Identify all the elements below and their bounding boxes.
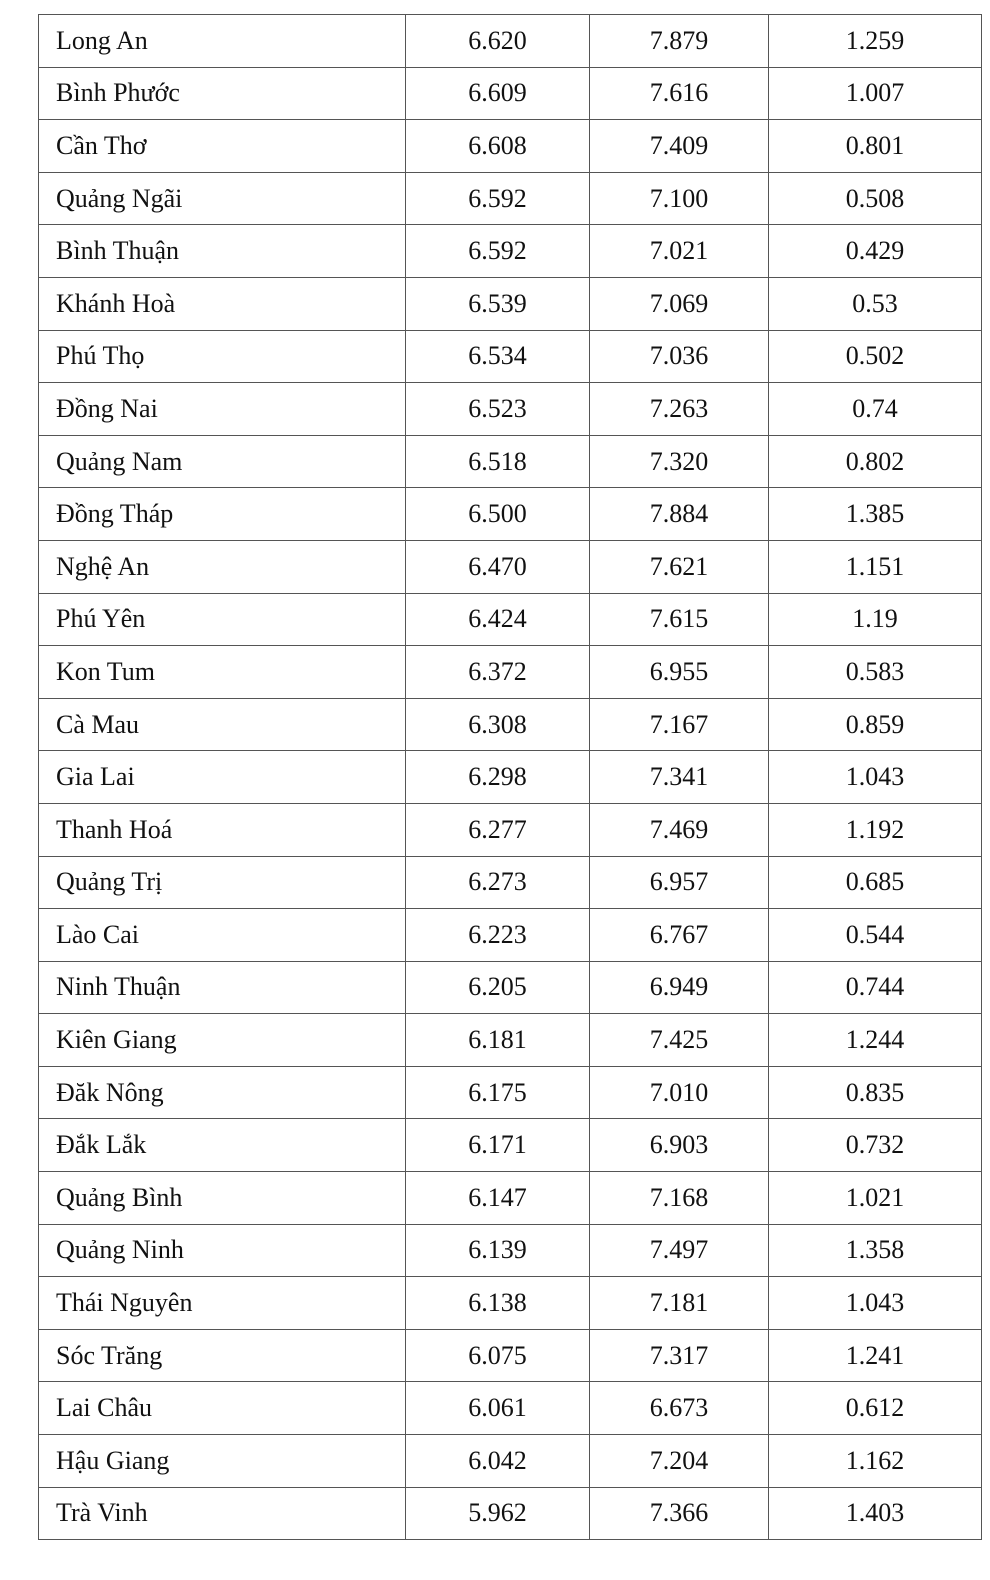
score-2021-cell: 7.204: [590, 1435, 769, 1488]
table-row: [39, 803, 982, 856]
province-name-cell: Hậu Giang: [39, 1435, 406, 1488]
score-2019-cell: 6.620: [406, 15, 590, 68]
score-2019-cell: 6.181: [406, 1014, 590, 1067]
table-row: [39, 593, 982, 646]
province-name-cell: Cần Thơ: [39, 120, 406, 173]
province-name-cell: Đồng Nai: [39, 383, 406, 436]
score-2019-cell: 6.042: [406, 1435, 590, 1488]
table-row: [39, 1172, 982, 1225]
score-change-cell: 0.508: [769, 172, 982, 225]
table-row: [39, 1382, 982, 1435]
province-name-cell: Quảng Ngãi: [39, 172, 406, 225]
score-2021-cell: 7.168: [590, 1172, 769, 1225]
score-2019-cell: 6.592: [406, 172, 590, 225]
score-2019-cell: 6.223: [406, 909, 590, 962]
province-name-cell: Thái Nguyên: [39, 1277, 406, 1330]
score-change-cell: 0.583: [769, 646, 982, 699]
table-row: [39, 1224, 982, 1277]
score-2019-cell: 6.175: [406, 1066, 590, 1119]
score-change-cell: 1.403: [769, 1487, 982, 1540]
score-2019-cell: 6.061: [406, 1382, 590, 1435]
province-name-cell: Quảng Trị: [39, 856, 406, 909]
table-row: [39, 1014, 982, 1067]
province-name-cell: Sóc Trăng: [39, 1329, 406, 1382]
score-change-cell: 0.732: [769, 1119, 982, 1172]
table-row: [39, 15, 982, 68]
province-name-cell: Thanh Hoá: [39, 803, 406, 856]
table-row: [39, 1277, 982, 1330]
table-row: [39, 751, 982, 804]
table-row: [39, 330, 982, 383]
score-2021-cell: 6.767: [590, 909, 769, 962]
province-name-cell: Bình Phước: [39, 67, 406, 120]
score-2019-cell: 6.518: [406, 435, 590, 488]
table-row: [39, 488, 982, 541]
score-2021-cell: 7.425: [590, 1014, 769, 1067]
score-2019-cell: 6.273: [406, 856, 590, 909]
province-name-cell: Phú Thọ: [39, 330, 406, 383]
score-2021-cell: 6.949: [590, 961, 769, 1014]
province-name-cell: Khánh Hoà: [39, 277, 406, 330]
table-row: [39, 856, 982, 909]
province-name-cell: Quảng Bình: [39, 1172, 406, 1225]
score-2021-cell: 7.615: [590, 593, 769, 646]
score-2021-cell: 7.010: [590, 1066, 769, 1119]
score-2019-cell: 6.539: [406, 277, 590, 330]
table-row: [39, 383, 982, 436]
score-2021-cell: 7.616: [590, 67, 769, 120]
score-2019-cell: 6.277: [406, 803, 590, 856]
score-2021-cell: 7.317: [590, 1329, 769, 1382]
score-2019-cell: 6.470: [406, 540, 590, 593]
score-change-cell: 1.021: [769, 1172, 982, 1225]
score-change-cell: 1.043: [769, 751, 982, 804]
province-score-table: [38, 14, 982, 1540]
table-row: [39, 698, 982, 751]
score-change-cell: 1.358: [769, 1224, 982, 1277]
table-row: [39, 646, 982, 699]
score-2021-cell: 6.955: [590, 646, 769, 699]
score-2021-cell: 7.320: [590, 435, 769, 488]
province-name-cell: Lai Châu: [39, 1382, 406, 1435]
score-2021-cell: 6.673: [590, 1382, 769, 1435]
table-row: [39, 1119, 982, 1172]
score-2019-cell: 6.424: [406, 593, 590, 646]
province-name-cell: Ninh Thuận: [39, 961, 406, 1014]
score-2021-cell: 7.181: [590, 1277, 769, 1330]
province-name-cell: Đăk Nông: [39, 1066, 406, 1119]
score-2019-cell: 6.171: [406, 1119, 590, 1172]
score-change-cell: 0.744: [769, 961, 982, 1014]
table-row: [39, 277, 982, 330]
province-name-cell: Long An: [39, 15, 406, 68]
score-2019-cell: 5.962: [406, 1487, 590, 1540]
table-body: [39, 15, 982, 1540]
province-name-cell: Gia Lai: [39, 751, 406, 804]
score-2021-cell: 7.497: [590, 1224, 769, 1277]
score-2021-cell: 7.469: [590, 803, 769, 856]
score-2019-cell: 6.138: [406, 1277, 590, 1330]
score-2021-cell: 6.903: [590, 1119, 769, 1172]
score-2021-cell: 7.884: [590, 488, 769, 541]
score-2021-cell: 7.341: [590, 751, 769, 804]
table-row: [39, 225, 982, 278]
score-change-cell: 1.162: [769, 1435, 982, 1488]
score-change-cell: 0.544: [769, 909, 982, 962]
score-2021-cell: 7.021: [590, 225, 769, 278]
score-change-cell: 0.801: [769, 120, 982, 173]
score-change-cell: 1.151: [769, 540, 982, 593]
score-2021-cell: 7.036: [590, 330, 769, 383]
score-change-cell: 0.502: [769, 330, 982, 383]
score-2021-cell: 7.879: [590, 15, 769, 68]
province-name-cell: Đắk Lắk: [39, 1119, 406, 1172]
score-change-cell: 0.835: [769, 1066, 982, 1119]
score-change-cell: 0.53: [769, 277, 982, 330]
score-change-cell: 1.19: [769, 593, 982, 646]
province-name-cell: Quảng Nam: [39, 435, 406, 488]
score-2019-cell: 6.139: [406, 1224, 590, 1277]
score-change-cell: 1.241: [769, 1329, 982, 1382]
score-2019-cell: 6.372: [406, 646, 590, 699]
table-row: [39, 1066, 982, 1119]
table-row: [39, 540, 982, 593]
score-2019-cell: 6.523: [406, 383, 590, 436]
score-change-cell: 0.612: [769, 1382, 982, 1435]
table-row: [39, 1329, 982, 1382]
table-row: [39, 961, 982, 1014]
score-change-cell: 0.859: [769, 698, 982, 751]
table-row: [39, 435, 982, 488]
score-change-cell: 1.043: [769, 1277, 982, 1330]
province-name-cell: Phú Yên: [39, 593, 406, 646]
province-name-cell: Quảng Ninh: [39, 1224, 406, 1277]
score-2019-cell: 6.500: [406, 488, 590, 541]
score-change-cell: 0.74: [769, 383, 982, 436]
table-row: [39, 1487, 982, 1540]
table-row: [39, 1435, 982, 1488]
province-name-cell: Cà Mau: [39, 698, 406, 751]
score-2021-cell: 7.366: [590, 1487, 769, 1540]
score-2021-cell: 7.069: [590, 277, 769, 330]
score-2019-cell: 6.298: [406, 751, 590, 804]
province-name-cell: Kon Tum: [39, 646, 406, 699]
score-change-cell: 1.007: [769, 67, 982, 120]
province-name-cell: Trà Vinh: [39, 1487, 406, 1540]
score-change-cell: 1.259: [769, 15, 982, 68]
score-2019-cell: 6.147: [406, 1172, 590, 1225]
table-row: [39, 120, 982, 173]
score-change-cell: 0.429: [769, 225, 982, 278]
table-row: [39, 67, 982, 120]
score-2019-cell: 6.534: [406, 330, 590, 383]
score-2021-cell: 7.263: [590, 383, 769, 436]
score-2019-cell: 6.308: [406, 698, 590, 751]
province-name-cell: Lào Cai: [39, 909, 406, 962]
score-2019-cell: 6.609: [406, 67, 590, 120]
score-change-cell: 1.385: [769, 488, 982, 541]
score-2021-cell: 7.621: [590, 540, 769, 593]
province-name-cell: Kiên Giang: [39, 1014, 406, 1067]
score-change-cell: 0.685: [769, 856, 982, 909]
province-name-cell: Đồng Tháp: [39, 488, 406, 541]
score-2019-cell: 6.592: [406, 225, 590, 278]
score-change-cell: 0.802: [769, 435, 982, 488]
score-2019-cell: 6.608: [406, 120, 590, 173]
table-row: [39, 172, 982, 225]
province-name-cell: Bình Thuận: [39, 225, 406, 278]
score-change-cell: 1.192: [769, 803, 982, 856]
score-2021-cell: 6.957: [590, 856, 769, 909]
table-row: [39, 909, 982, 962]
score-2021-cell: 7.100: [590, 172, 769, 225]
score-2021-cell: 7.409: [590, 120, 769, 173]
score-2021-cell: 7.167: [590, 698, 769, 751]
province-name-cell: Nghệ An: [39, 540, 406, 593]
score-change-cell: 1.244: [769, 1014, 982, 1067]
score-2019-cell: 6.075: [406, 1329, 590, 1382]
score-2019-cell: 6.205: [406, 961, 590, 1014]
